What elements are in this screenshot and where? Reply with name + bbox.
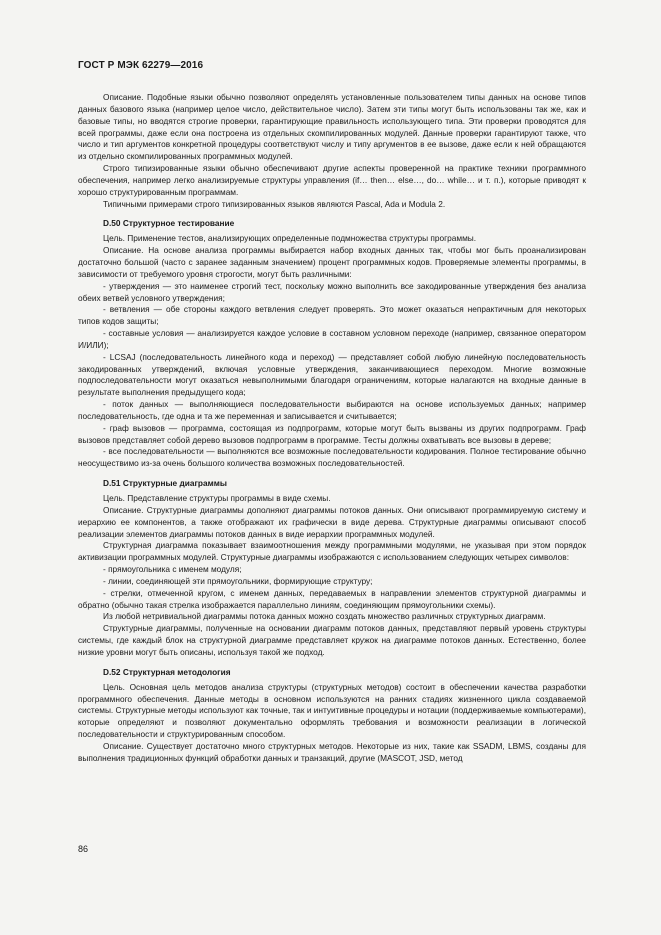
section-heading-d52: D.52 Структурная методология xyxy=(103,666,231,677)
paragraph: Описание. Существует достаточно много структурных методов. Некоторые из них, такие как SSADM, LBMS, созданы для выполнения традиционных функций обработки данных и транзакций, другие (MASCOT, JSD, метод xyxy=(78,740,586,763)
list-item: - граф вызовов — программа, состоящая из подпрограмм, которые могут быть вызваны из других подпрограмм. Граф вызовов представляет собой дерево вызовов подпрограмм в программе. Тесты должны охватывать все вызовы в дереве; xyxy=(78,422,586,445)
paragraph: Описание. Подобные языки обычно позволяют определять установленные пользователем типы данных на основе типов данных базового языка (например целое число, действительное число). Затем эти типы могут быть использованы так же, как и базовые типы, но вводятся строгие проверки, гарантирующие правильность использующего типа. Эти проверки проводятся для всей программы, даже если она построена из отдельных скомпилированных модулей. Данные проверки гарантируют также, что число и тип аргументов конкретной процедуры соответствуют числу и типу аргументов в ее вызове, даже если к ней обращаются из отдельно скомпилированных программных модулей. xyxy=(78,92,586,162)
list-item: - составные условия — анализируется каждое условие в составном условном переходе (например, связанное оператором И/ИЛИ); xyxy=(78,328,586,350)
paragraph: Описание. Структурные диаграммы дополняют диаграммы потоков данных. Они описывают программируемую систему и иерархию ее компонентов, а также отображают их графически в виде дерева. Структурные диаграммы описывают способ реализации элементов диаграммы потоков данных в виде иерархии программных модулей. xyxy=(78,504,586,539)
paragraph: Цель. Применение тестов, анализирующих определенные подмножества структуры программы. xyxy=(103,233,477,244)
paragraph: Структурные диаграммы, полученные на основании диаграмм потоков данных, представляют первый уровень структуры системы, где каждый блок на структурной диаграмме представляет кружок на диаграмме потоков данных. Естественно, более низкие уровни могут быть описаны, используя такой же подход. xyxy=(78,623,586,657)
paragraph: Из любой нетривиальной диаграммы потока данных можно создать множество различных структурных диаграмм. xyxy=(103,611,546,622)
list-item: - стрелки, отмеченной кругом, с именем данных, передаваемых в направлении элементов структурной диаграммы и обратно (обычно такая стрелка изображается параллельно линиям, соединяющим прямоугольники схемы). xyxy=(78,587,586,610)
list-item: - все последовательности — выполняются все возможные последовательности кодирования. Полное тестирование обычно неосуществимо из-за очень большого количества возможных последовательностей. xyxy=(78,446,586,469)
page-body xyxy=(78,92,586,765)
list-item: - прямоугольника с именем модуля; xyxy=(103,564,242,575)
paragraph: Типичными примерами строго типизированных языков являются Pascal, Ada и Modula 2. xyxy=(103,198,446,209)
list-item: - ветвления — обе стороны каждого ветвления следует проверять. Это может оказаться непрактичным для некоторых типов кодов защиты; xyxy=(78,304,586,327)
list-item: - поток данных — выполняющиеся последовательности выбираются на основе используемых данных; например последовательность, где одна и та же переменная и записывается и считывается; xyxy=(78,399,586,421)
list-item: - LCSAJ (последовательность линейного кода и переход) — представляет собой любую линейную последовательность закодированных утверждений, включая условные утверждения, заканчивающиеся переходом. Многие возможные подпоследовательности могут оказаться невыполнимыми благодаря ограничениям, которые налагаются на входные данные в результате выполнения предыдущего кода; xyxy=(78,351,586,398)
paragraph: Описание. На основе анализа программы выбирается набор входных данных так, чтобы мог быть проанализирован достаточно большой (часто с заранее заданным значением) процент программных кодов. Проверяемые элементы программы, в зависимости от требуемого уровня строгости, могут быть различными: xyxy=(78,245,586,279)
paragraph: Цель. Представление структуры программы в виде схемы. xyxy=(103,493,331,503)
document-header: ГОСТ Р МЭК 62279—2016 xyxy=(78,60,204,71)
section-heading-d50: D.50 Структурное тестирование xyxy=(103,218,235,229)
list-item: - утверждения — это наименее строгий тест, поскольку можно выполнить все закодированные утверждения без анализа обеих ветвей условного утверждения; xyxy=(78,280,586,303)
paragraph: Цель. Основная цель методов анализа структуры (структурных методов) состоит в обеспечении качества разработки программного обеспечения. Данные методы в основном используются на ранних стадиях жизненного цикла создаваемой системы. Структурные методы используют как точные, так и интуитивные процедуры и нотации (поддерживаемые компьютерами), которые определяют и позволяют документально оформлять требования и возможности реализации в логической последовательности и структурированным способом. xyxy=(78,681,586,740)
page-number: 86 xyxy=(78,844,89,854)
paragraph: Структурная диаграмма показывает взаимоотношения между программными модулями, не указывая при этом порядок активизации программных модулей. Структурные диаграммы изображаются с использованием следующих четырех символов: xyxy=(78,540,586,563)
paragraph: Строго типизированные языки обычно обеспечивают другие аспекты проверенной на практике техники программного обеспечения, например легко анализируемые структуры управления (if… then… else…, do… while… и т. п.), которые приводят к хорошо структурированным программам. xyxy=(78,163,586,197)
list-item: - линии, соединяющей эти прямоугольники, формирующие структуру; xyxy=(103,575,373,586)
section-heading-d51: D.51 Структурные диаграммы xyxy=(103,478,227,489)
